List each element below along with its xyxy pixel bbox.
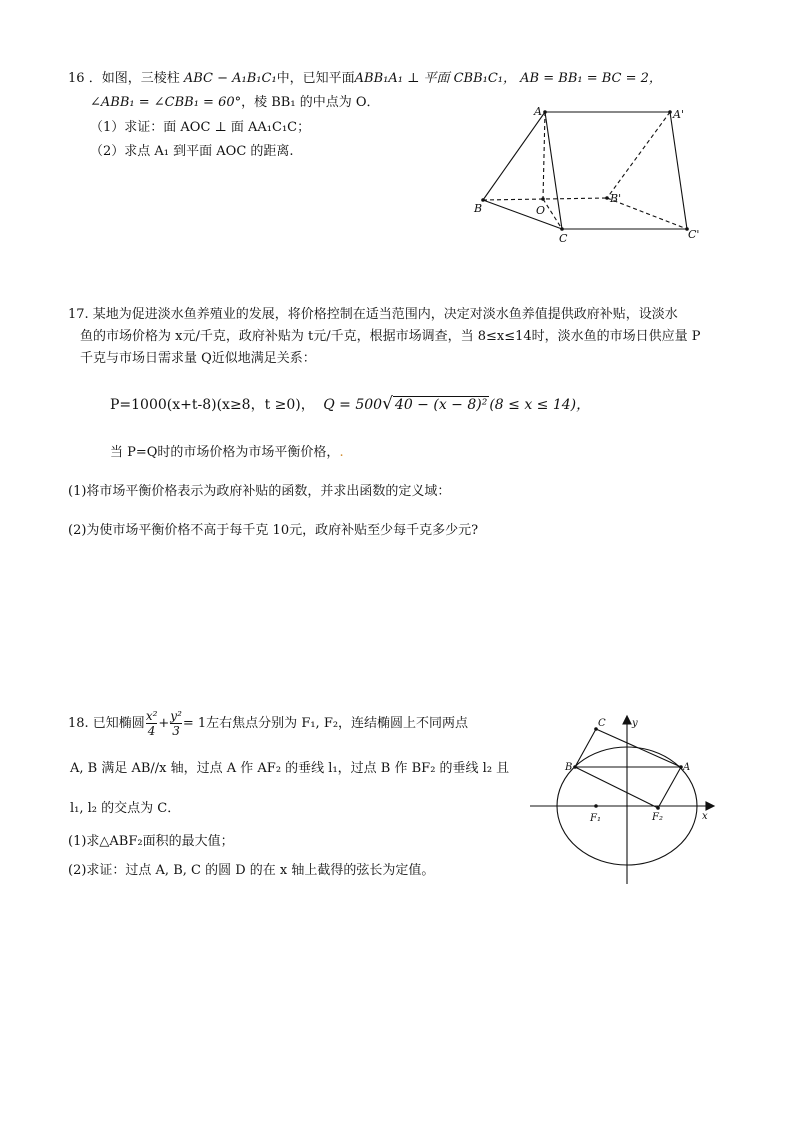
q16-plane-relation: ABB₁A₁ ⊥ 平面 CBB₁C₁ xyxy=(354,71,504,86)
q17-formula-p: P=1000(x+t-8)(x≥8，t ≥0)， xyxy=(110,397,315,413)
q18-label-y: y xyxy=(632,718,638,729)
q16-sub2: （2）求点 A₁ 到平面 AOC 的距离. xyxy=(90,144,294,159)
q17-line2: 鱼的市场价格为 x元/千克，政府补贴为 t元/千克，根据市场调查，当 8≤x≤14时，淡水鱼的市场日供应量 P xyxy=(80,329,701,344)
q18-part2: (2)求证：过点 A, B, C 的圆 D 的在 x 轴上截得的弦长为定值。 xyxy=(68,863,435,878)
q18-plus: + xyxy=(158,716,170,731)
q17-balance-text: 当 P=Q时的市场价格为市场平衡价格， xyxy=(110,445,340,460)
q16-midpoint: ，棱 BB₁ 的中点为 O． xyxy=(241,95,380,110)
q16-label-O: O xyxy=(536,204,546,217)
q16-label-C1: C' xyxy=(688,228,700,241)
q17-balance xyxy=(110,444,344,462)
q18-line3: l₁, l₂ 的交点为 C． xyxy=(70,801,181,816)
q18-frac-y xyxy=(170,709,182,738)
q18-line1 xyxy=(68,708,468,740)
q18-line1-pre: 18. 已知椭圆 xyxy=(68,716,145,731)
q16-line1 xyxy=(68,70,662,88)
q17-formula-row xyxy=(110,395,590,414)
q17-formula-q-cond: (8 ≤ x ≤ 14)， xyxy=(489,397,591,413)
q18-line1-post: = 1左右焦点分别为 F₁, F₂，连结椭圆上不同两点 xyxy=(182,716,469,731)
q18-ellipse-figure xyxy=(528,712,718,892)
q18-label-F1: F₁ xyxy=(590,813,601,824)
sqrt-icon: √ xyxy=(382,394,393,414)
q18-part1: (1)求△ABF₂面积的最大值； xyxy=(68,834,234,849)
q17-formula-q-radicand: 40 − (x − 8)² xyxy=(394,397,488,413)
q16-label-B1: B' xyxy=(610,192,622,205)
q16-label-A1: A' xyxy=(673,108,684,121)
q18-frac-y-den: 3 xyxy=(172,724,180,738)
q17-part1: (1)将市场平衡价格表示为政府补贴的函数，并求出函数的定义域： xyxy=(68,484,451,499)
q18-frac-y-num: y² xyxy=(170,709,182,723)
q16-label-B: B xyxy=(474,202,483,215)
q16-line1-pre: ．如图，三棱柱 xyxy=(88,71,180,86)
q16-edge-lengths: ， AB = BB₁ = BC = 2， xyxy=(503,71,662,86)
q18-frac-x-num: x² xyxy=(145,709,158,723)
q17-part2: (2)为使市场平衡价格不高于每千克 10元，政府补贴至少每千克多少元? xyxy=(68,523,479,538)
q18-label-F2: F₂ xyxy=(652,812,663,823)
q16-sub1: （1）求证：面 AOC ⊥ 面 AA₁C₁C； xyxy=(90,120,311,135)
q16-label-A: A xyxy=(534,105,542,118)
q16-label-C: C xyxy=(559,232,568,242)
q18-label-A: A xyxy=(683,762,691,773)
q16-line1-mid: 中，已知平面 xyxy=(276,71,355,86)
q18-label-B: B xyxy=(565,762,573,773)
q18-label-C: C xyxy=(598,718,606,729)
q16-angles: ∠ABB₁ = ∠CBB₁ = 60° xyxy=(90,95,242,110)
q17-line1: 17. 某地为促进淡水鱼养殖业的发展，将价格控制在适当范围内，决定对淡水鱼养值提供政府补贴，设淡水 xyxy=(68,307,678,322)
q16-prism-name: ABC − A₁B₁C₁ xyxy=(183,71,277,86)
q18-frac-x xyxy=(146,709,158,738)
q16-number: 16 xyxy=(68,71,85,86)
q18-line2: A, B 满足 AB//x 轴，过点 A 作 AF₂ 的垂线 l₁，过点 B 作 BF₂ 的垂线 l₂ 且 xyxy=(70,761,510,776)
q17-formula-q-lhs: Q = 500 xyxy=(323,397,383,413)
q18-frac-x-den: 4 xyxy=(147,724,156,738)
orange-dot-icon: . xyxy=(339,445,344,460)
q17-line3: 千克与市场日需求量 Q近似地满足关系： xyxy=(80,351,316,366)
q16-line2 xyxy=(90,94,380,112)
q18-label-x: x xyxy=(702,811,708,822)
q16-prism-figure xyxy=(470,102,710,242)
